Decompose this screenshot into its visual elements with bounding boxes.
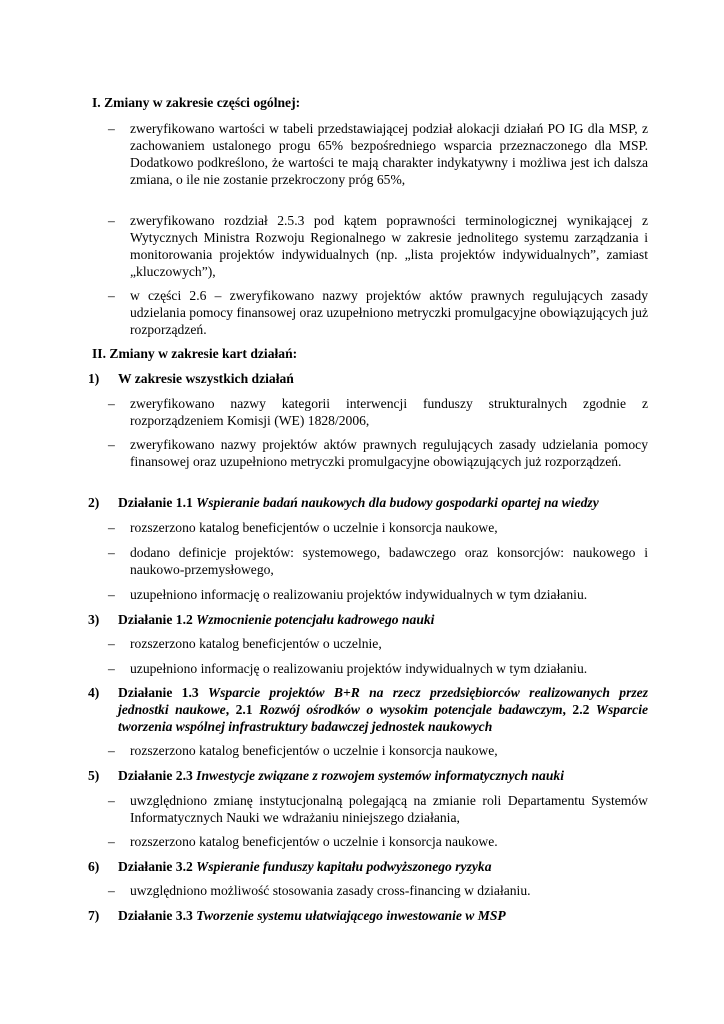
section-header: [88, 494, 648, 511]
dash-marker: –: [108, 636, 115, 651]
section-number: 1): [88, 371, 100, 386]
bullet-text: zweryfikowano wartości w tabeli przedstawiającej podział alokacji działań PO IG dla MSP, z zachowaniem ustalonego progu 65% bezpośredniego wsparcia przeznaczonego dla MSP. Dodatkowo podkreślono, że wartości te mają charakter indykatywny i możliwa jest ich dalsza zmiana, o ile nie zostanie przekroczony próg 65%,: [130, 121, 648, 187]
section-label: W zakresie wszystkich działań: [118, 371, 294, 386]
dash-marker: –: [108, 213, 115, 228]
dash-marker: –: [108, 437, 115, 452]
section-label: Działanie 3.2: [118, 859, 193, 874]
section-header: [88, 611, 648, 628]
dash-marker: –: [108, 520, 115, 535]
bullet-text: rozszerzono katalog beneficjentów o uczelnie i konsorcja naukowe,: [130, 520, 498, 535]
section-number: 5): [88, 768, 100, 783]
dash-marker: –: [108, 883, 115, 898]
section-header: [88, 370, 648, 387]
section-label: Działanie 3.3: [118, 908, 193, 923]
section-label-2: 2.1: [235, 702, 253, 717]
section-bullet: [108, 395, 648, 429]
section-number: 3): [88, 612, 100, 627]
section-title-2: Rozwój ośrodków o wysokim potencjale badawczym: [259, 702, 563, 717]
dash-marker: –: [108, 288, 115, 303]
section-number: 6): [88, 859, 100, 874]
dash-marker: –: [108, 121, 115, 136]
dash-marker: –: [108, 587, 115, 602]
section-bullet: [108, 833, 648, 850]
part1-heading: I. Zmiany w zakresie części ogólnej:: [92, 95, 301, 110]
section-bullet: [108, 519, 648, 536]
section-bullet: [108, 882, 648, 899]
part1-bullet: [108, 212, 648, 280]
section-label: Działanie 1.2: [118, 612, 193, 627]
section-title-3: Wsparcie tworzenia wspólnej infrastruktury badawczej jednostek naukowych: [118, 702, 649, 734]
section-header: [88, 858, 648, 875]
bullet-text: zweryfikowano rozdział 2.5.3 pod kątem poprawności terminologicznej wynikającej z Wytycznych Ministra Rozwoju Regionalnego w zakresie jednolitego systemu zarządzania i monitorowania projektów indywidualnych (np. „lista projektów indywidualnych”, zamiast „kluczowych”),: [130, 213, 648, 279]
bullet-text: zweryfikowano nazwy kategorii interwencji funduszy strukturalnych zgodnie z rozporządzeniem Komisji (WE) 1828/2006,: [130, 396, 648, 428]
section-title: Wsparcie projektów B+R na rzecz przedsiębiorców realizowanych przez jednostki naukowe: [118, 685, 648, 717]
dash-marker: –: [108, 743, 115, 758]
part1-bullet: [108, 287, 648, 338]
dash-marker: –: [108, 834, 115, 849]
section-label-3: 2.2: [572, 702, 590, 717]
part1-bullet: [108, 120, 648, 188]
section-bullet: [108, 544, 648, 578]
section-number: 4): [88, 685, 100, 700]
section-bullet: [108, 742, 648, 759]
section-label: Działanie 2.3: [118, 768, 193, 783]
section-bullet: [108, 635, 648, 652]
dash-marker: –: [108, 545, 115, 560]
bullet-text: rozszerzono katalog beneficjentów o uczelnie,: [130, 636, 382, 651]
part2-heading: II. Zmiany w zakresie kart działań:: [92, 346, 298, 361]
section-bullet: [108, 436, 648, 470]
section-header: 4) Działanie 1.3 Wsparcie projektów B+R na rzecz przedsiębiorców realizowanych przez jednostki naukowe, 2.1 Rozwój ośrodków o wysokim potencjale badawczym, 2.2 Wsparcie tworzenia wspólnej infrastruktury badawczej jednostek naukowych: [88, 685, 649, 734]
bullet-text: uzupełniono informację o realizowaniu projektów indywidualnych w tym działaniu.: [130, 661, 588, 676]
section-title: Wzmocnienie potencjału kadrowego nauki: [196, 612, 435, 627]
dash-marker: –: [108, 661, 115, 676]
section-label: Działanie 1.3: [118, 685, 199, 700]
bullet-text: w części 2.6 – zweryfikowano nazwy projektów aktów prawnych regulujących zasady udzielania pomocy finansowej oraz uzupełniono metryczki promulgacyjne obowiązujących już rozporządzeń.: [130, 288, 648, 337]
section-title: Tworzenie systemu ułatwiającego inwestowanie w MSP: [196, 908, 506, 923]
section-header: [88, 907, 648, 924]
section-bullet: [108, 586, 648, 603]
bullet-text: rozszerzono katalog beneficjentów o uczelnie i konsorcja naukowe.: [130, 834, 498, 849]
bullet-text: rozszerzono katalog beneficjentów o uczelnie i konsorcja naukowe,: [130, 743, 498, 758]
bullet-text: uzupełniono informację o realizowaniu projektów indywidualnych w tym działaniu.: [130, 587, 588, 602]
section-title: Wspieranie funduszy kapitału podwyższonego ryzyka: [196, 859, 492, 874]
section-bullet: [108, 660, 648, 677]
section-label: Działanie 1.1: [118, 495, 193, 510]
bullet-text: zweryfikowano nazwy projektów aktów prawnych regulujących zasady udzielania pomocy finansowej oraz uzupełniono metryczki promulgacyjne obowiązujących już rozporządzeń.: [130, 437, 648, 469]
section-title: Wspieranie badań naukowych dla budowy gospodarki opartej na wiedzy: [196, 495, 599, 510]
bullet-text: uwzględniono zmianę instytucjonalną polegającą na zmianie roli Departamentu Systemów Informatycznych Nauki we wdrażaniu niniejszego działania,: [130, 793, 648, 825]
section-title: Inwestycje związane z rozwojem systemów informatycznych nauki: [196, 768, 564, 783]
section-header: [88, 767, 648, 784]
bullet-text: uwzględniono możliwość stosowania zasady cross-financing w działaniu.: [130, 883, 531, 898]
section-number: 2): [88, 495, 100, 510]
bullet-text: dodano definicje projektów: systemowego, badawczego oraz konsorcjów: naukowego i naukowo-przemysłowego,: [130, 545, 648, 577]
dash-marker: –: [108, 396, 115, 411]
section-number: 7): [88, 908, 100, 923]
dash-marker: –: [108, 793, 115, 808]
section-bullet: [108, 792, 648, 826]
